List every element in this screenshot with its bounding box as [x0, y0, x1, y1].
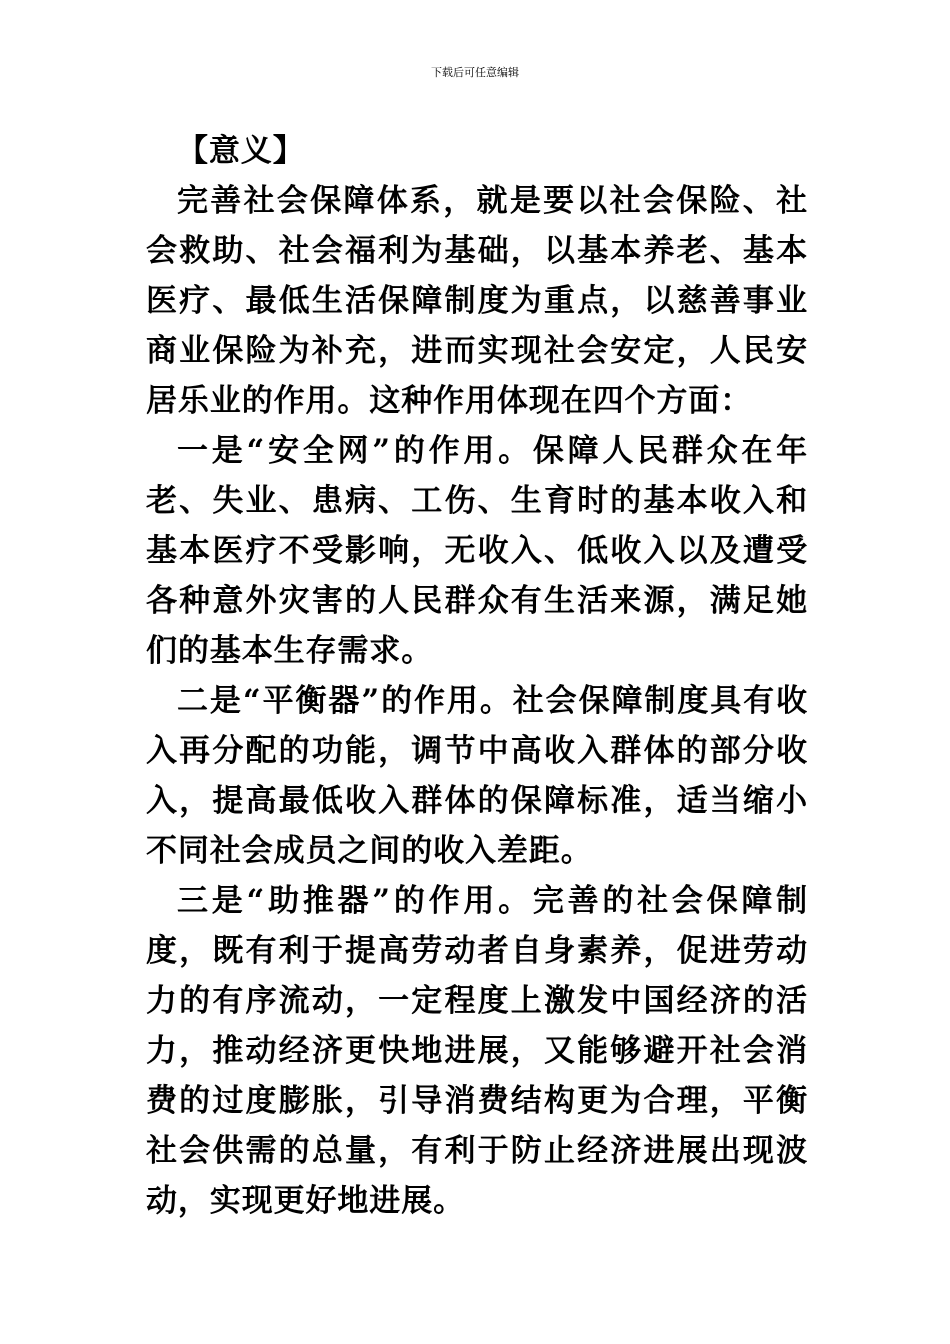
page-header: 下载后可任意编辑	[431, 66, 519, 79]
document-body	[146, 126, 808, 1226]
paragraph-balancer: 二是“平衡器”的作用。社会保障制度具有收入再分配的功能，调节中高收入群体的部分收入，提高最低收入群体的保障标准，适当缩小不同社会成员之间的收入差距。	[146, 683, 808, 869]
paragraph-safety-net: 一是“安全网”的作用。保障人民群众在年老、失业、患病、工伤、生育时的基本收入和基本医疗不受影响，无收入、低收入以及遭受各种意外灾害的人民群众有生活来源，满足她们的基本生存需求。	[146, 433, 808, 669]
paragraph-intro: 完善社会保障体系，就是要以社会保险、社会救助、社会福利为基础，以基本养老、基本医疗、最低生活保障制度为重点，以慈善事业商业保险为补充，进而实现社会安定，人民安居乐业的作用。这种作用体现在四个方面：	[146, 183, 808, 419]
paragraph-booster: 三是“助推器”的作用。完善的社会保障制度，既有利于提高劳动者自身素养，促进劳动力的有序流动，一定程度上激发中国经济的活力，推动经济更快地进展，又能够避开社会消费的过度膨胀，引导消费结构更为合理，平衡社会供需的总量，有利于防止经济进展出现波动，实现更好地进展。	[146, 883, 808, 1219]
section-heading: 【意义】	[177, 133, 305, 169]
